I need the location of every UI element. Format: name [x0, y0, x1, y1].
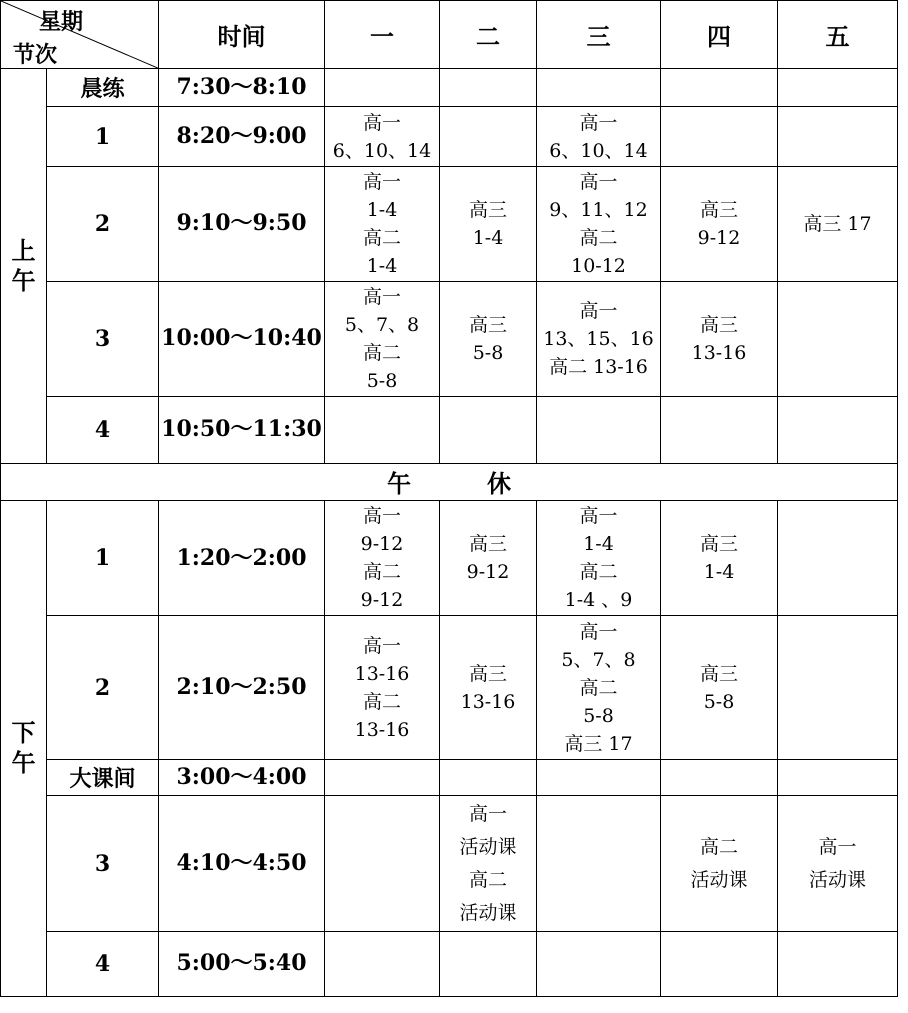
class-cell-mon — [325, 500, 440, 615]
time-cell — [159, 500, 325, 615]
time-cell — [159, 167, 325, 281]
time-cell — [159, 760, 325, 796]
class-cell-thu — [661, 760, 778, 796]
period-cell: 4 — [47, 931, 159, 996]
cell-line: 高一 — [579, 299, 618, 322]
cell-line: 高三 — [699, 198, 738, 221]
cell-line: 高三 — [699, 313, 738, 336]
schedule-row — [1, 796, 898, 931]
cell-line: 高三 17 — [564, 732, 633, 755]
class-cell-wed — [537, 796, 661, 931]
class-cell-wed — [537, 931, 661, 996]
corner-header-cell — [1, 1, 159, 69]
cell-line: 1-4 — [472, 226, 504, 249]
class-cell-wed — [537, 396, 661, 463]
schedule-row — [1, 107, 898, 167]
period-cell: 晨练 — [47, 69, 159, 107]
cell-line: 高一 — [468, 802, 507, 825]
cell-line: 高二 — [699, 835, 738, 858]
cell-line: 高二 — [468, 868, 507, 891]
cell-line: 高一 — [579, 505, 618, 528]
class-cell-thu — [661, 500, 778, 615]
time-cell — [159, 616, 325, 760]
class-cell-mon — [325, 107, 440, 167]
cell-line: 活动课 — [459, 901, 517, 924]
cell-line: 高一 — [362, 505, 401, 528]
class-cell-tue — [440, 500, 537, 615]
period-cell: 1 — [47, 107, 159, 167]
cell-line: 13-16 — [354, 718, 410, 741]
time-cell — [159, 796, 325, 931]
cell-line: 8:20～9:00 — [176, 123, 307, 150]
cell-line: 13-16 — [354, 662, 410, 685]
period-cell: 3 — [47, 281, 159, 396]
time-cell — [159, 931, 325, 996]
class-cell-tue — [440, 281, 537, 396]
class-cell-wed — [537, 500, 661, 615]
class-cell-wed — [537, 616, 661, 760]
cell-line: 高三 — [468, 662, 507, 685]
cell-line: 高一 — [362, 170, 401, 193]
cell-line: 13、15、16 — [543, 327, 654, 350]
class-cell-tue — [440, 396, 537, 463]
cell-line: 高二 — [579, 226, 618, 249]
class-cell-mon — [325, 396, 440, 463]
class-cell-fri — [778, 796, 898, 931]
cell-line: 高一 — [579, 620, 618, 643]
cell-line: 1-4 — [366, 254, 398, 277]
period-cell: 2 — [47, 616, 159, 760]
class-cell-wed — [537, 107, 661, 167]
class-cell-thu — [661, 616, 778, 760]
cell-line: 9、11、12 — [549, 198, 648, 221]
class-cell-tue — [440, 796, 537, 931]
cell-line: 1:20～2:00 — [176, 544, 307, 571]
period-cell: 4 — [47, 396, 159, 463]
cell-line: 5-8 — [366, 369, 398, 392]
class-cell-fri — [778, 931, 898, 996]
class-cell-tue — [440, 760, 537, 796]
noon-break-row — [1, 463, 898, 500]
cell-line: 高三 — [468, 533, 507, 556]
cell-line: 高三 — [468, 198, 507, 221]
cell-line: 4:10～4:50 — [176, 850, 307, 877]
class-cell-thu — [661, 167, 778, 281]
period-cell: 3 — [47, 796, 159, 931]
class-cell-thu — [661, 396, 778, 463]
day-header-mon: 一 — [325, 1, 440, 69]
time-cell — [159, 69, 325, 107]
class-cell-mon — [325, 931, 440, 996]
class-cell-tue — [440, 616, 537, 760]
cell-line: 13-16 — [691, 341, 747, 364]
cell-line: 高二 — [362, 341, 401, 364]
class-cell-tue — [440, 107, 537, 167]
session-char: 午 — [11, 748, 36, 778]
cell-line: 2:10～2:50 — [176, 674, 307, 701]
class-cell-wed — [537, 281, 661, 396]
cell-line: 高二 — [362, 226, 401, 249]
class-cell-fri — [778, 500, 898, 615]
class-cell-fri — [778, 760, 898, 796]
class-cell-fri — [778, 396, 898, 463]
period-cell: 1 — [47, 500, 159, 615]
noon-break-char: 休 — [487, 469, 511, 499]
session-char: 下 — [11, 718, 36, 748]
time-cell — [159, 396, 325, 463]
period-cell: 2 — [47, 167, 159, 281]
cell-line: 10-12 — [571, 254, 626, 277]
cell-line: 高一 — [362, 285, 401, 308]
class-cell-thu — [661, 69, 778, 107]
cell-line: 9-12 — [697, 226, 741, 249]
period-cell: 大课间 — [47, 760, 159, 796]
cell-line: 6、10、14 — [549, 139, 648, 162]
class-cell-tue — [440, 931, 537, 996]
day-header-fri: 五 — [778, 1, 898, 69]
cell-line: 5、7、8 — [344, 313, 420, 336]
day-header-tue: 二 — [440, 1, 537, 69]
cell-line: 11:30 — [252, 416, 322, 443]
cell-line: 高二 — [579, 561, 618, 584]
schedule-row — [1, 69, 898, 107]
cell-line: 高一 — [818, 835, 857, 858]
cell-line: 5-8 — [703, 690, 735, 713]
cell-line: 5:00～5:40 — [176, 950, 307, 977]
header-row — [1, 1, 898, 69]
class-cell-mon — [325, 69, 440, 107]
cell-line: 高二 — [362, 690, 401, 713]
cell-line: 高三 — [699, 533, 738, 556]
cell-line: 高三 — [468, 313, 507, 336]
cell-line: 高一 — [362, 111, 401, 134]
class-cell-tue — [440, 167, 537, 281]
class-cell-tue — [440, 69, 537, 107]
schedule-row — [1, 281, 898, 396]
cell-line: 7:30～8:10 — [176, 74, 307, 101]
time-cell — [159, 281, 325, 396]
class-cell-thu — [661, 107, 778, 167]
cell-line: 活动课 — [690, 868, 748, 891]
class-cell-mon — [325, 167, 440, 281]
class-cell-wed — [537, 760, 661, 796]
class-cell-wed — [537, 167, 661, 281]
cell-line: 高一 — [579, 111, 618, 134]
time-cell — [159, 107, 325, 167]
cell-line: 高三 — [699, 662, 738, 685]
class-cell-fri — [778, 616, 898, 760]
morning-session-label — [1, 69, 47, 464]
noon-break-char: 午 — [387, 469, 411, 499]
class-cell-fri — [778, 69, 898, 107]
schedule-row — [1, 500, 898, 615]
class-cell-fri — [778, 107, 898, 167]
class-cell-fri — [778, 281, 898, 396]
class-cell-mon — [325, 760, 440, 796]
noon-break-cell — [1, 463, 898, 500]
cell-line: 活动课 — [808, 868, 866, 891]
cell-line: 高三 17 — [803, 212, 872, 235]
cell-line: 高二 — [579, 676, 618, 699]
cell-line: 1-4 — [583, 533, 614, 556]
class-cell-mon — [325, 281, 440, 396]
schedule-row — [1, 167, 898, 281]
cell-line: 6、10、14 — [332, 139, 432, 162]
afternoon-session-label — [1, 500, 47, 996]
cell-line: 13-16 — [460, 690, 516, 713]
schedule-row — [1, 396, 898, 463]
cell-line: 活动课 — [459, 835, 517, 858]
cell-line: 5-8 — [583, 704, 614, 727]
cell-line: 9-12 — [360, 589, 404, 612]
class-cell-thu — [661, 281, 778, 396]
schedule-row — [1, 931, 898, 996]
session-char: 上 — [11, 235, 36, 265]
class-cell-thu — [661, 931, 778, 996]
cell-line: 1-4 、9 — [564, 589, 633, 612]
class-cell-mon — [325, 796, 440, 931]
class-cell-fri — [778, 167, 898, 281]
cell-line: 10:40 — [252, 325, 322, 352]
schedule-row — [1, 616, 898, 760]
corner-weekday-label: 星期 — [39, 9, 84, 35]
cell-line: 5、7、8 — [561, 648, 636, 671]
class-cell-mon — [325, 616, 440, 760]
day-header-wed: 三 — [537, 1, 661, 69]
class-cell-thu — [661, 796, 778, 931]
cell-line: 10:50～ — [161, 416, 253, 443]
cell-line: 高二 — [362, 561, 401, 584]
cell-line: 高一 — [579, 170, 618, 193]
cell-line: 9-12 — [360, 533, 404, 556]
cell-line: 高二 13-16 — [549, 355, 648, 378]
cell-line: 9-12 — [466, 561, 510, 584]
cell-line: 10:00～ — [161, 325, 253, 352]
cell-line: 3:00～4:00 — [176, 764, 307, 791]
cell-line: 高一 — [362, 634, 401, 657]
time-header: 时间 — [159, 1, 325, 69]
cell-line: 1-4 — [366, 198, 398, 221]
corner-period-label: 节次 — [13, 42, 58, 68]
schedule-row — [1, 760, 898, 796]
day-header-thu: 四 — [661, 1, 778, 69]
cell-line: 9:10～9:50 — [176, 210, 307, 237]
class-cell-wed — [537, 69, 661, 107]
cell-line: 1-4 — [703, 561, 735, 584]
cell-line: 5-8 — [472, 341, 504, 364]
session-char: 午 — [11, 265, 36, 295]
